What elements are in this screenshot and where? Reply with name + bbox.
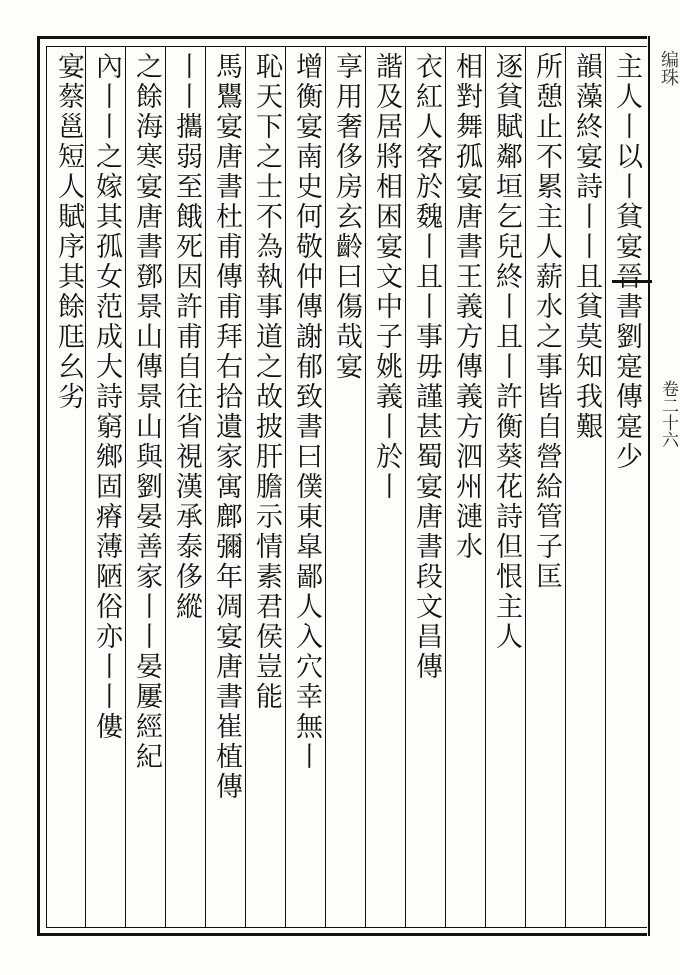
column-rule (325, 46, 326, 928)
text-column: 主人丨以丨貧宴晉書劉寔傳寔少 (611, 52, 642, 472)
text-column: 享用奢侈房玄齡曰傷哉宴 (331, 52, 362, 382)
column-rule (245, 46, 246, 928)
column-rule (605, 46, 606, 928)
column-rule (405, 46, 406, 928)
text-column: 之餘海寒宴唐書鄧景山傳景山與劉晏善家丨丨晏屢經紀 (131, 52, 162, 772)
text-column: 逐貧賦鄰垣乞兒終丨且丨許衡葵花詩但恨主人 (491, 52, 522, 652)
text-column: 丨丨攜弱至餓死因許甫自往省視漢承泰侈縱 (171, 52, 202, 622)
text-column: 宴蔡邕短人賦序其餘尫幺劣 (53, 52, 84, 412)
column-rule (565, 46, 566, 928)
text-column: 內丨丨之嫁其孤女范成大詩窮鄉固瘠薄陋俗亦丨丨僂 (91, 52, 122, 742)
column-rule (485, 46, 486, 928)
column-rule (365, 46, 366, 928)
column-rule (285, 46, 286, 928)
column-rule (125, 46, 126, 928)
text-column: 增衡宴南史何敬仲傳謝郁致書曰僕東皐鄙人入穴幸無丨 (291, 52, 322, 772)
text-column: 衣紅人客於魏丨且丨事毋謹甚蜀宴唐書段文昌傳 (411, 52, 442, 682)
text-column: 相對舞孤宴唐書王義方傳義方泗州漣水 (451, 52, 482, 562)
margin-rule (648, 36, 650, 936)
text-column: 諧及居將相困宴文中子姚義丨於丨 (371, 52, 402, 502)
text-column: 韻藻終宴詩丨丨且貧莫知我艱 (571, 52, 602, 442)
column-rule (445, 46, 446, 928)
volume-mark: 卷二十六 (658, 380, 678, 448)
column-rule (165, 46, 166, 928)
text-column: 馬鸎宴唐書杜甫傳甫拜右拾遺家寓鄜彌年凋宴唐書崔植傳 (211, 52, 242, 802)
column-rule (205, 46, 206, 928)
margin-title: 编珠 (658, 50, 679, 86)
text-column: 恥天下之士不為執事道之故披肝膽示情素君侯豈能 (251, 52, 282, 712)
column-rule (525, 46, 526, 928)
text-column: 所憩止不累主人薪水之事皆自營給管子匡 (531, 52, 562, 592)
